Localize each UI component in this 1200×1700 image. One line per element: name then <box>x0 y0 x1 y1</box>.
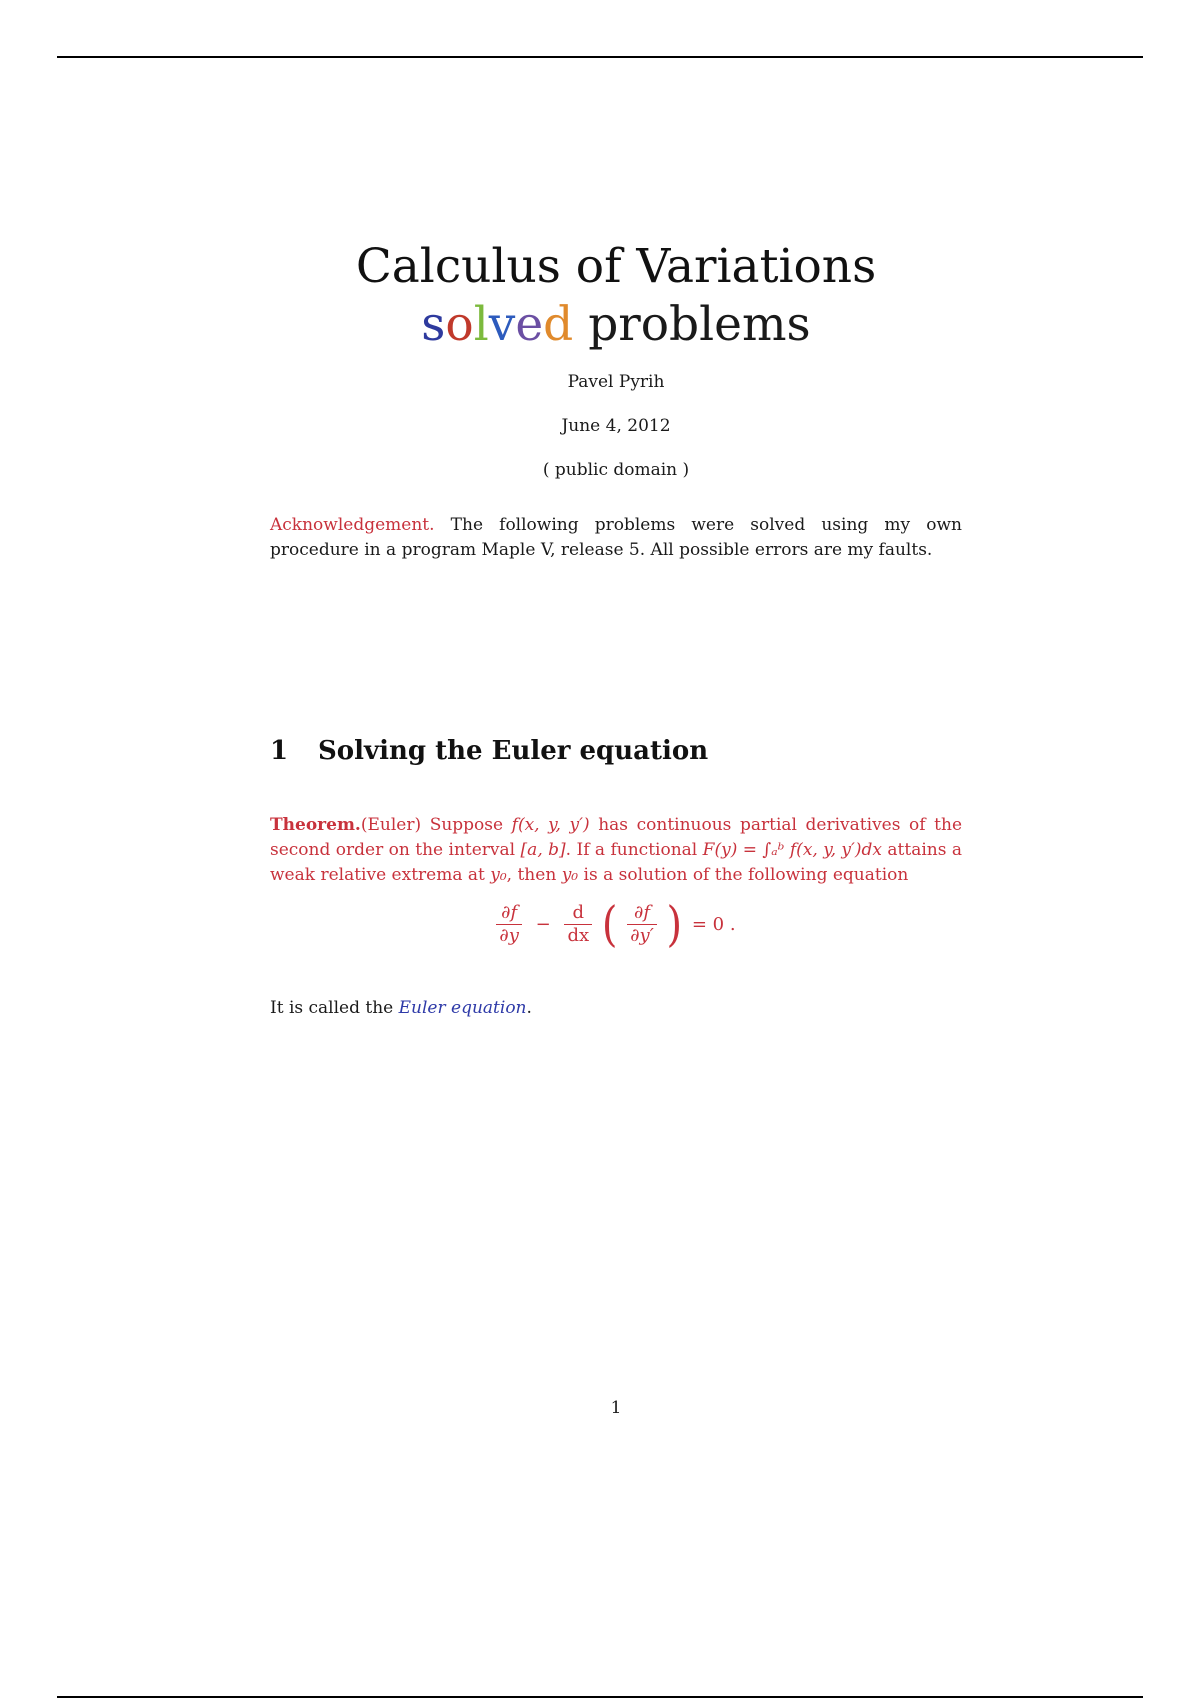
closing-sentence <box>270 996 962 1021</box>
theorem-text: . If a functional <box>565 840 698 860</box>
equation-rhs: = 0 . <box>691 914 736 935</box>
theorem-text: is a solution of the following equation <box>583 865 909 885</box>
open-paren: ( <box>601 896 618 953</box>
title-letter: o <box>445 297 474 352</box>
fraction-d-dx <box>564 902 592 947</box>
section-heading <box>270 736 708 766</box>
author: Pavel Pyrih <box>567 372 665 392</box>
title-letter: v <box>488 297 516 352</box>
euler-equation-term: Euler equation <box>398 998 527 1018</box>
top-rule <box>57 56 1143 58</box>
theorem <box>270 813 962 888</box>
fraction-df-dy <box>496 902 521 947</box>
acknowledgement-text: The following problems were solved using my own procedure in a program Maple V, release 5. All possible errors are my faults. <box>270 515 962 560</box>
euler-equation <box>0 896 1200 953</box>
theorem-text: Suppose <box>429 815 504 835</box>
title-letter: l <box>473 297 489 352</box>
theorem-math: f(x, y, y′) <box>511 815 590 835</box>
title-letter: e <box>515 297 544 352</box>
section-number: 1 <box>270 736 289 766</box>
title-line-1: Calculus of Variations <box>355 239 877 294</box>
theorem-text: has continuous partial derivatives of the second order on the interval <box>270 815 963 860</box>
fraction-denominator: ∂y′ <box>630 925 654 946</box>
page-number: 1 <box>610 1398 622 1418</box>
theorem-name: (Euler) <box>360 815 422 835</box>
closing-end: . <box>526 998 532 1018</box>
bottom-rule <box>57 1696 1143 1698</box>
title-letter: s <box>421 297 446 352</box>
theorem-math: y₀ <box>561 865 579 885</box>
theorem-math: [a, b] <box>520 840 566 860</box>
closing-text: It is called the <box>270 998 394 1018</box>
theorem-text: , then <box>506 865 557 885</box>
theorem-text: attains a weak relative extrema at <box>270 840 963 885</box>
license: ( public domain ) <box>542 460 690 480</box>
title-block <box>0 238 1200 498</box>
title-rest: problems <box>588 297 811 352</box>
acknowledgement <box>270 513 962 563</box>
theorem-label: Theorem. <box>270 815 361 835</box>
section-title: Solving the Euler equation <box>318 736 709 766</box>
title-line-2 <box>0 296 1200 354</box>
title-meta <box>0 366 1200 486</box>
fraction-denominator: dx <box>567 925 590 946</box>
date: June 4, 2012 <box>561 416 671 436</box>
fraction-numerator: ∂f <box>627 902 657 925</box>
theorem-math: F(y) = ∫ₐᵇ f(x, y, y′)dx <box>702 840 882 860</box>
theorem-math: y₀ <box>490 865 507 885</box>
title-letter: d <box>543 297 574 352</box>
minus-sign: − <box>535 914 551 935</box>
fraction-df-dyprime <box>627 902 657 947</box>
fraction-numerator: d <box>564 902 592 925</box>
fraction-numerator: ∂f <box>496 902 521 925</box>
fraction-denominator: ∂y <box>499 925 519 946</box>
acknowledgement-label: Acknowledgement. <box>270 515 435 535</box>
close-paren: ) <box>666 896 683 953</box>
